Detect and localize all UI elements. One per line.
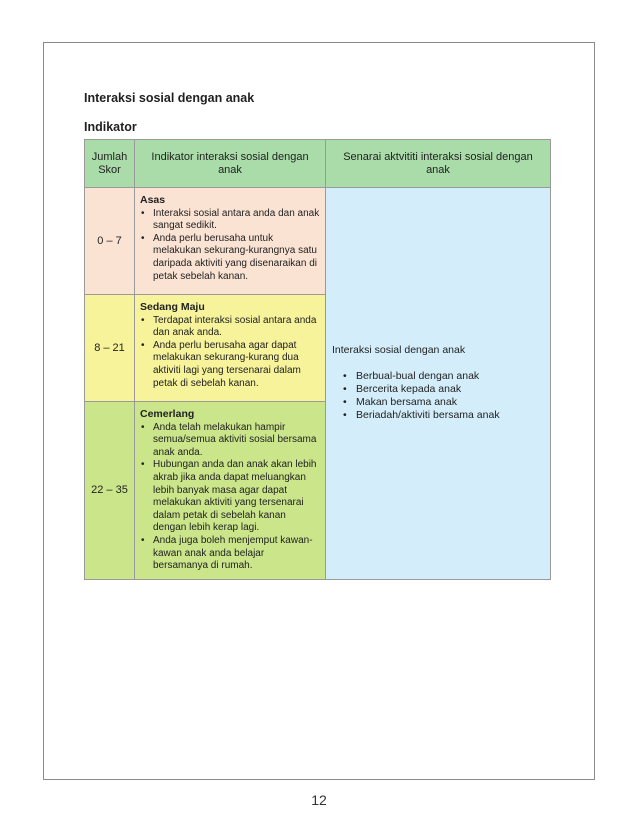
section-title: Interaksi sosial dengan anak [84,91,255,105]
table-row [85,188,551,295]
page-number: 12 [311,792,327,808]
level-title: Cemerlang [140,408,195,420]
list-item: • Terdapat interaksi sosial antara anda dan anak anda. [140,315,321,340]
level-title: Asas [140,194,166,206]
indicator-table [84,139,551,580]
list-item: • Anda juga boleh menjemput kawan-kawan anak anda belajar bersamanya di rumah. [140,535,321,573]
indicator-cell [135,295,326,402]
list-item: • Interaksi sosial antara anda dan anak sangat sedikit. [140,208,321,233]
list-item: • Anda telah melakukan hampir semua/semua aktiviti sosial bersama anak anda. [140,422,321,460]
list-item: • Berbual-bual dengan anak [342,370,544,383]
header-indicator: Indikator interaksi sosial dengan anak [135,140,326,188]
list-item: • Bercerita kepada anak [342,383,544,396]
indicator-list [140,315,321,391]
header-activities: Senarai aktvititi interaksi sosial dengan anak [326,140,551,188]
list-item: • Makan bersama anak [342,396,544,409]
header-score: Jumlah Skor [85,140,135,188]
list-item: • Beriadah/aktiviti bersama anak [342,409,544,422]
indicator-cell [135,402,326,580]
activities-list [332,370,544,422]
list-item: • Anda perlu berusaha untuk melakukan sekurang-kurangnya satu daripada aktiviti yang disenaraikan di petak sebelah kanan. [140,233,321,283]
indicator-list [140,422,321,573]
level-title: Sedang Maju [140,301,205,313]
activities-intro: Interaksi sosial dengan anak [332,344,466,357]
activities-cell [326,188,551,580]
list-item: • Hubungan anda dan anak akan lebih akrab jika anda dapat meluangkan lebih banyak masa agar dapat melakukan aktiviti yang tersenarai dalam petak di sebelah kanan dengan lebih kerap lagi. [140,459,321,535]
list-item: • Anda perlu berusaha agar dapat melakukan sekurang-kurang dua aktiviti lagi yang tersenarai dalam petak di sebelah kanan. [140,340,321,390]
table-header-row [85,140,551,188]
score-cell: 0 – 7 [85,188,135,295]
score-cell: 8 – 21 [85,295,135,402]
indicator-list [140,208,321,284]
indicator-cell [135,188,326,295]
score-cell: 22 – 35 [85,402,135,580]
section-subtitle: Indikator [84,120,137,134]
